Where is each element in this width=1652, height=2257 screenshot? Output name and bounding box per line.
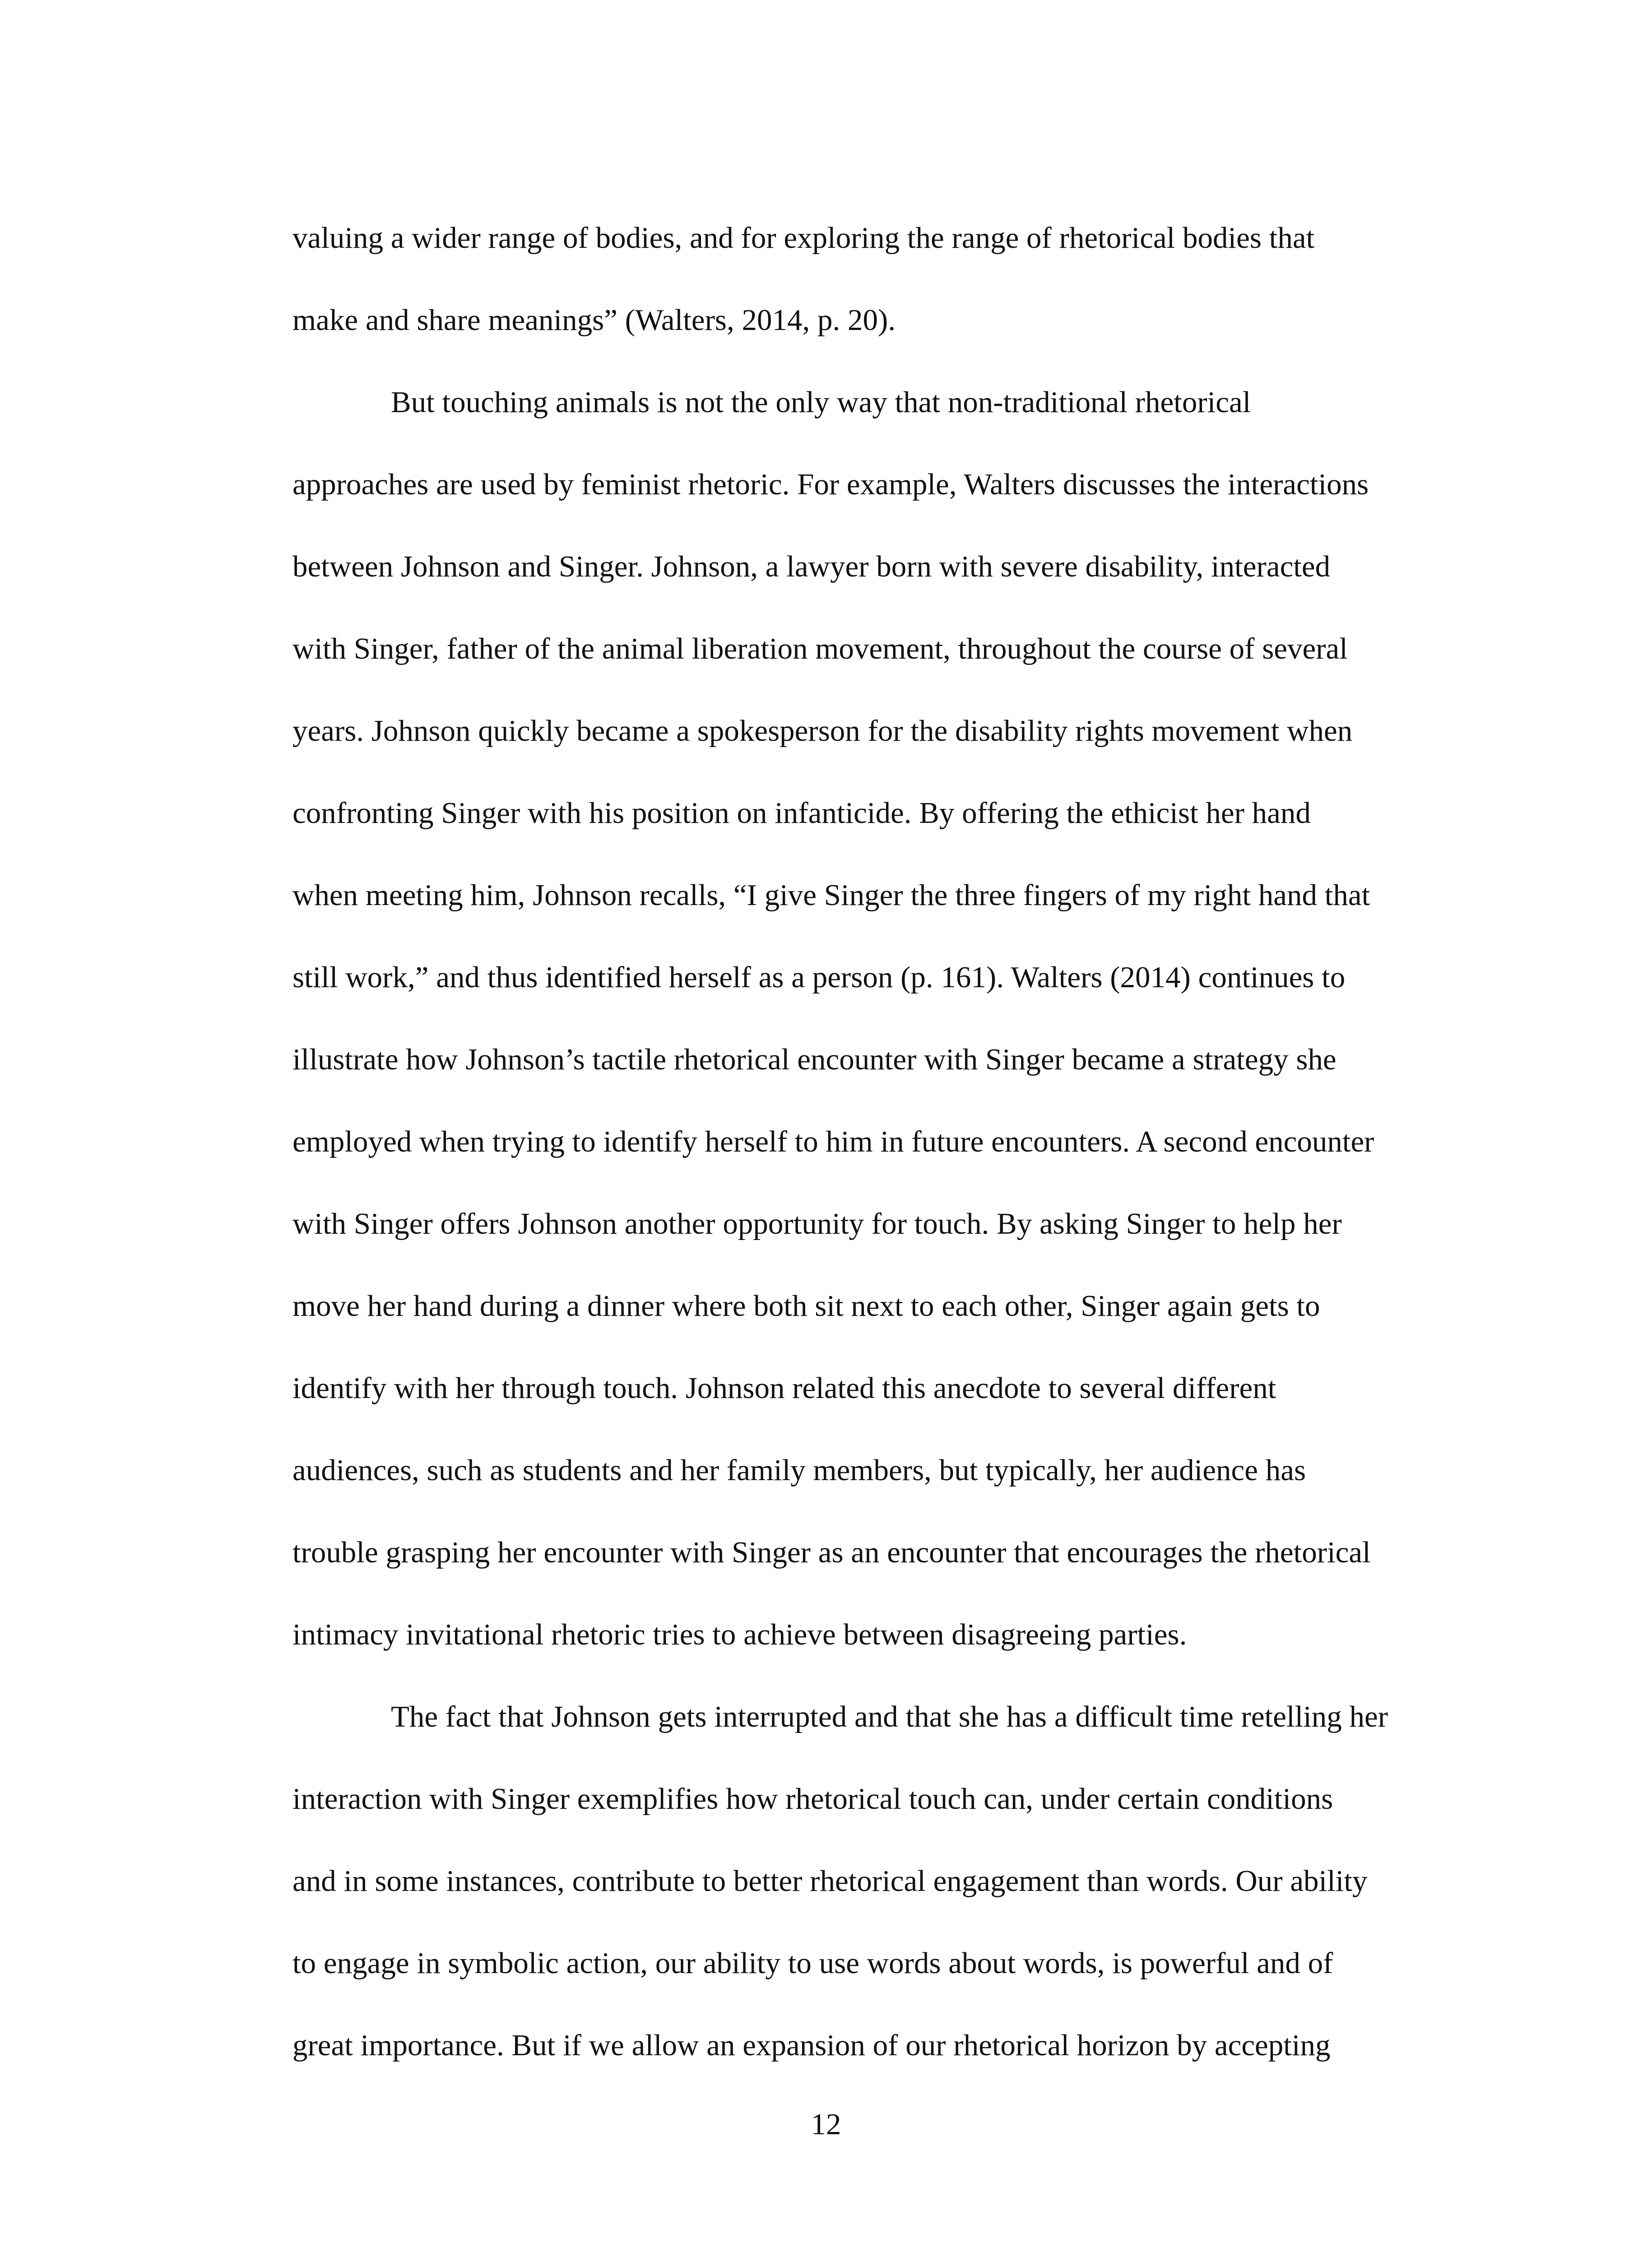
text-line: between Johnson and Singer. Johnson, a lawyer born with severe disability, interacted <box>292 550 1331 583</box>
text-line: great importance. But if we allow an expansion of our rhetorical horizon by accepting <box>292 2029 1331 2062</box>
text-line: to engage in symbolic action, our ability to use words about words, is powerful and of <box>292 1946 1333 1980</box>
page-number: 12 <box>811 2108 841 2141</box>
text-line: confronting Singer with his position on infanticide. By offering the ethicist her hand <box>292 796 1311 830</box>
text-line: employed when trying to identify herself to him in future encounters. A second encounter <box>292 1125 1374 1158</box>
text-line: with Singer, father of the animal liberation movement, throughout the course of several <box>292 632 1348 665</box>
text-line: identify with her through touch. Johnson related this anecdote to several different <box>292 1371 1276 1405</box>
paragraph-start-line: But touching animals is not the only way that non-traditional rhetorical <box>391 385 1251 419</box>
text-line: intimacy invitational rhetoric tries to achieve between disagreeing parties. <box>292 1618 1187 1651</box>
text-line: illustrate how Johnson’s tactile rhetorical encounter with Singer became a strategy she <box>292 1043 1336 1076</box>
text-line: interaction with Singer exemplifies how rhetorical touch can, under certain conditions <box>292 1782 1333 1816</box>
text-line: years. Johnson quickly became a spokesperson for the disability rights movement when <box>292 714 1353 748</box>
text-line: approaches are used by feminist rhetoric. For example, Walters discusses the interactions <box>292 468 1369 501</box>
text-line: when meeting him, Johnson recalls, “I give Singer the three fingers of my right hand that <box>292 878 1370 912</box>
text-line: valuing a wider range of bodies, and for exploring the range of rhetorical bodies that <box>292 221 1315 255</box>
paragraph-start-line: The fact that Johnson gets interrupted and that she has a difficult time retelling her <box>391 1700 1388 1733</box>
text-line: still work,” and thus identified herself as a person (p. 161). Walters (2014) continues to <box>292 961 1346 994</box>
text-line: trouble grasping her encounter with Singer as an encounter that encourages the rhetorical <box>292 1536 1371 1569</box>
text-line: with Singer offers Johnson another opportunity for touch. By asking Singer to help her <box>292 1207 1342 1240</box>
text-line: move her hand during a dinner where both sit next to each other, Singer again gets to <box>292 1289 1320 1323</box>
text-line: make and share meanings” (Walters, 2014, p. 20). <box>292 303 896 337</box>
text-line: audiences, such as students and her family members, but typically, her audience has <box>292 1454 1306 1487</box>
text-line: and in some instances, contribute to better rhetorical engagement than words. Our ability <box>292 1864 1368 1898</box>
